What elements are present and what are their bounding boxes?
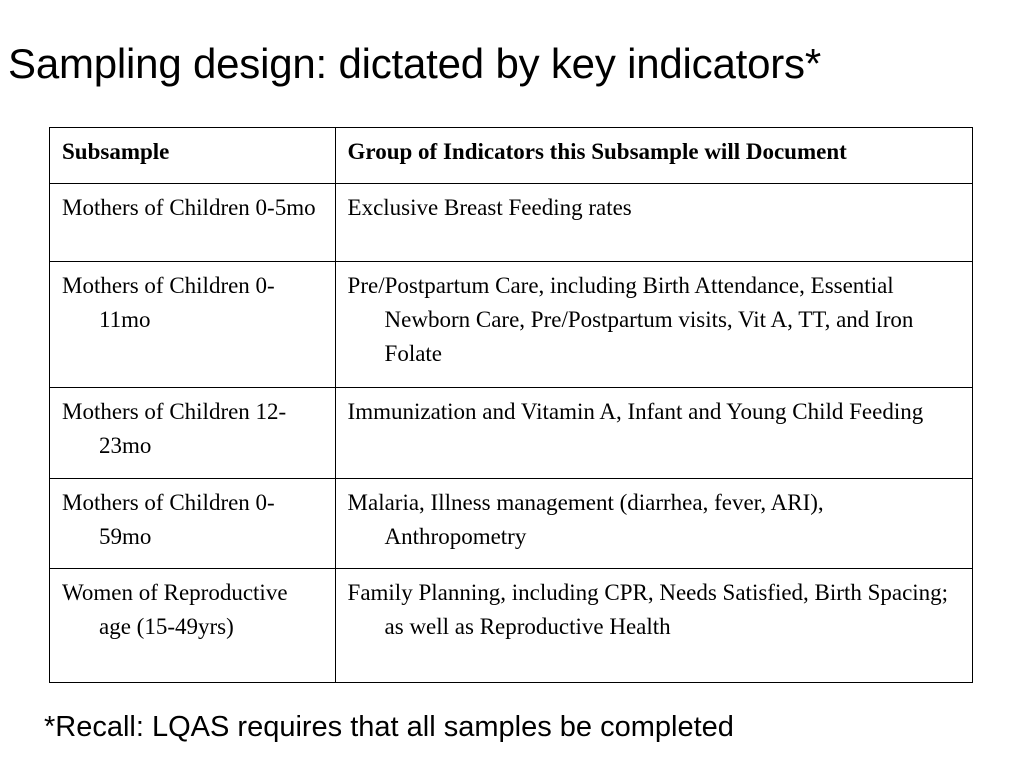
subsample-text: Women of Reproductive age (15-49yrs)	[62, 580, 288, 639]
indicators-text: Immunization and Vitamin A, Infant and Young Child Feeding	[347, 399, 924, 424]
table-row	[50, 569, 973, 683]
indicators-cell	[335, 388, 972, 479]
slide-title: Sampling design: dictated by key indicators*	[8, 40, 821, 87]
table-row	[50, 262, 973, 388]
subsample-text: Mothers of Children 12-23mo	[62, 399, 287, 458]
indicators-text: Pre/Postpartum Care, including Birth Attendance, Essential Newborn Care, Pre/Postpartum visits, Vit A, TT, and Iron Folate	[347, 273, 914, 366]
footnote: *Recall: LQAS requires that all samples be completed	[44, 711, 734, 743]
table-row	[50, 479, 973, 569]
indicators-text: Family Planning, including CPR, Needs Satisfied, Birth Spacing; as well as Reproductive Health	[347, 580, 949, 639]
indicators-cell	[335, 569, 972, 683]
indicators-cell	[335, 184, 972, 262]
subsample-cell	[50, 388, 336, 479]
subsample-cell	[50, 262, 336, 388]
subsample-text: Mothers of Children 0-59mo	[62, 490, 275, 549]
table-row	[50, 184, 973, 262]
indicators-text: Malaria, Illness management (diarrhea, fever, ARI), Anthropometry	[347, 490, 824, 549]
subsample-text: Mothers of Children 0-11mo	[62, 273, 275, 332]
indicators-text: Exclusive Breast Feeding rates	[347, 195, 632, 220]
subsample-cell	[50, 479, 336, 569]
header-subsample: Subsample	[50, 128, 336, 184]
subsample-cell	[50, 569, 336, 683]
indicators-cell	[335, 262, 972, 388]
header-indicator-group: Group of Indicators this Subsample will Document	[335, 128, 972, 184]
subsample-text: Mothers of Children 0-5mo	[62, 195, 316, 220]
table-row	[50, 388, 973, 479]
indicator-table	[49, 127, 973, 683]
subsample-cell	[50, 184, 336, 262]
table-header-row	[50, 128, 973, 184]
indicators-cell	[335, 479, 972, 569]
